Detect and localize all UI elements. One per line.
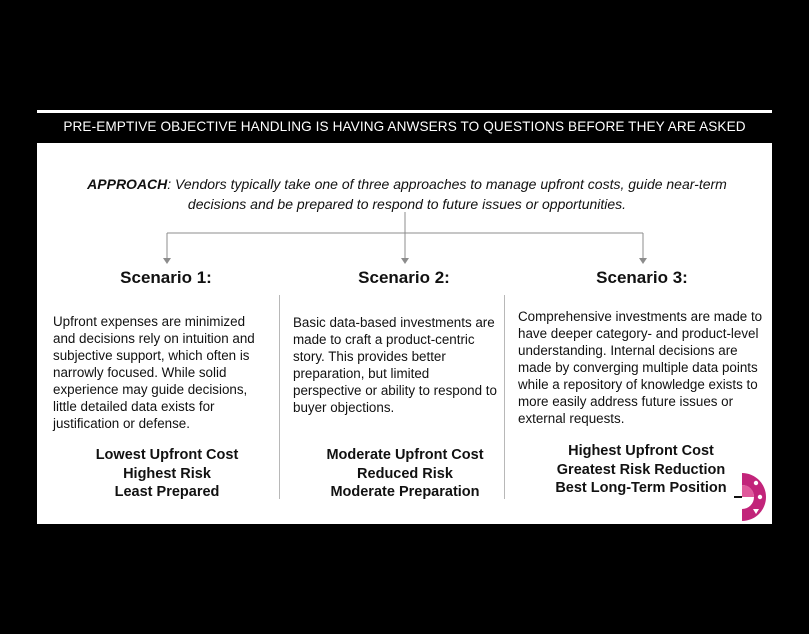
- scenario-2-outcome-cost: Moderate Upfront Cost: [326, 447, 484, 463]
- top-rule: [37, 110, 772, 113]
- scenario-3-outcome-cost: Highest Upfront Cost: [568, 443, 714, 459]
- scenario-3-outcomes: [521, 442, 761, 498]
- approach-label: APPROACH: [87, 176, 168, 192]
- scenario-2-outcome-risk: Reduced Risk: [357, 465, 453, 482]
- scenario-2-description: Basic data-based investments are made to craft a product-centric story. This provides better preparation, but limited perspective or ability to respond to buyer objections.: [293, 315, 497, 415]
- approach-text: : Vendors typically take one of three approaches to manage upfront costs, guide near-term decisions and be prepared to respond to future issues or opportunities.: [167, 176, 727, 212]
- divider-1: [279, 295, 280, 499]
- scenario-3-outcome-position: Best Long-Term Position: [555, 480, 727, 496]
- scenario-3-outcome-risk: Greatest Risk Reduction: [556, 461, 726, 478]
- brand-logo-icon: [734, 471, 774, 523]
- scenario-2-outcome-preparation: Moderate Preparation: [330, 484, 480, 500]
- scenario-1-outcome-risk: Highest Risk: [123, 465, 211, 482]
- scenario-1-title: Scenario 1:: [120, 268, 212, 287]
- arrow-head-1-icon: [163, 258, 171, 264]
- scenario-3-title: Scenario 3:: [596, 268, 688, 287]
- scenario-1-outcome-preparation: Least Prepared: [114, 484, 220, 500]
- scenario-3-description: Comprehensive investments are made to have deeper category- and product-level understanding. Internal decisions are made by converging multiple data points while a repository of knowledge exists to more easily address future issues or external requests.: [518, 309, 763, 426]
- headline: PRE-EMPTIVE OBJECTIVE HANDLING IS HAVING ANWSERS TO QUESTIONS BEFORE THEY ARE ASKED: [63, 119, 746, 134]
- connector-lines: [37, 143, 772, 273]
- scenario-1-description: Upfront expenses are minimized and decisions rely on intuition and subjective support, which often is narrowly focused. While solid experience may guide decisions, little detailed data exists for justification or defense.: [53, 314, 255, 431]
- scenario-1-outcomes: [47, 446, 287, 502]
- divider-2: [504, 295, 505, 499]
- content-panel: [37, 143, 772, 524]
- arrow-head-2-icon: [401, 258, 409, 264]
- arrow-head-3-icon: [639, 258, 647, 264]
- scenario-1-outcome-cost: Lowest Upfront Cost: [95, 447, 239, 463]
- scenario-2-title: Scenario 2:: [358, 268, 450, 287]
- scenario-2-outcomes: [285, 446, 525, 502]
